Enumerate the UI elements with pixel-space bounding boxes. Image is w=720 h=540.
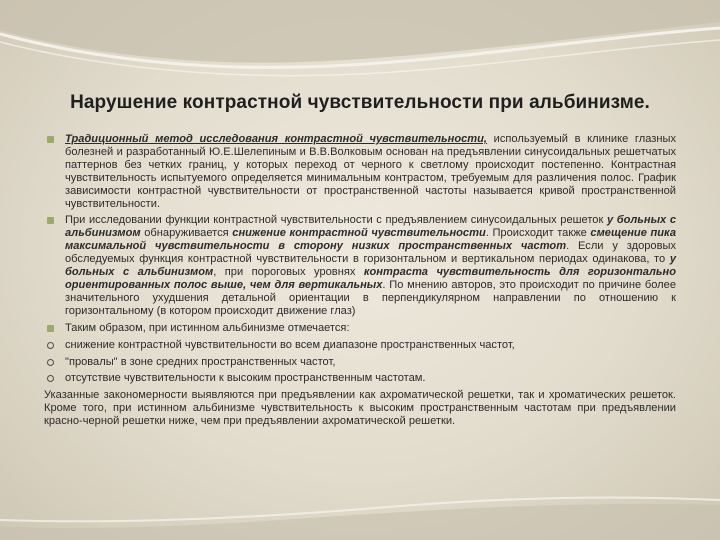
square-bullet-icon bbox=[47, 325, 54, 332]
findings-text-1: При исследовании функции контрастной чувствительности с предъявлением синусоидальных решеток bbox=[65, 214, 607, 227]
paragraph-summary bbox=[44, 322, 676, 335]
paragraph-findings bbox=[44, 214, 676, 317]
method-text: используемый в клинике глазных болезней и разработанный Ю.Е.Шелепиным и В.В.Волковым основан на предъявлении синусоидальных решетчатых паттернов без четких границ, у которых переход от черного к светлому происходит постепенно. Контрастная чувствительность испытуемого определяется минимальным контрастом, требуемым для различения полос. График зависимости контрастной чувствительности от пространственной частоты называется кривой пространственной чувствительности. bbox=[65, 133, 676, 210]
paragraph-method bbox=[44, 133, 676, 210]
sub-item-text: "провалы" в зоне средних пространственных частот, bbox=[65, 355, 336, 368]
findings-bold-5: контраста чувствительность для горизонтально ориентированных полос выше, чем для вертикальных bbox=[65, 266, 676, 291]
sub-item-2 bbox=[44, 356, 676, 369]
findings-bold-4: у больных с альбинизмом bbox=[65, 253, 676, 279]
findings-bold-2: снижение контрастной чувствительности bbox=[232, 227, 486, 240]
circle-bullet-icon bbox=[47, 375, 54, 382]
sub-item-text: снижение контрастной чувствительности во всем диапазоне пространственных частот, bbox=[65, 338, 515, 351]
paragraph-conclusion bbox=[44, 389, 676, 428]
sub-item-1 bbox=[44, 339, 676, 352]
circle-bullet-icon bbox=[47, 359, 54, 366]
square-bullet-icon bbox=[47, 217, 54, 224]
slide-title: Нарушение контрастной чувствительности при альбинизме. bbox=[70, 92, 650, 113]
findings-bold-3: смещение пика максимальной чувствительности в сторону низких пространственных частот bbox=[65, 227, 676, 253]
sub-item-text: отсутствие чувствительности к высоким пространственным частотам. bbox=[65, 372, 426, 385]
slide-body bbox=[44, 133, 676, 432]
square-bullet-icon bbox=[47, 136, 54, 143]
findings-text-3: . Происходит также bbox=[485, 227, 591, 240]
findings-bold-1: у больных с альбинизмом bbox=[65, 214, 677, 240]
method-lead: Традиционный метод исследования контрастной чувствительности, bbox=[65, 133, 488, 145]
conclusion-text: Указанные закономерности выявляются при предъявлении как ахроматической решетки, так и хроматических решеток. Кроме того, при истинном альбинизме чувствительность к высоким пространственным частотам при предъявлении красно-черной решетки ниже, чем при предъявлении ахроматической решетки. bbox=[44, 389, 676, 428]
summary-text: Таким образом, при истинном альбинизме отмечается: bbox=[65, 321, 350, 334]
sub-item-3 bbox=[44, 372, 676, 385]
circle-bullet-icon bbox=[47, 342, 54, 349]
findings-text-4: . Если у здоровых обследуемых функция контрастной чувствительности в горизонтальном и вертикальном периодах одинакова, то bbox=[65, 240, 676, 266]
findings-text-6: . По мнению авторов, это происходит по причине более значительного ухудшения детальной ориентации в перпендикулярном направлении по отношению к горизонтальному (в котором происходит движение глаз) bbox=[65, 278, 676, 317]
findings-text-2: обнаруживается bbox=[140, 227, 233, 240]
findings-text-5: , при пороговых уровнях bbox=[213, 266, 364, 279]
